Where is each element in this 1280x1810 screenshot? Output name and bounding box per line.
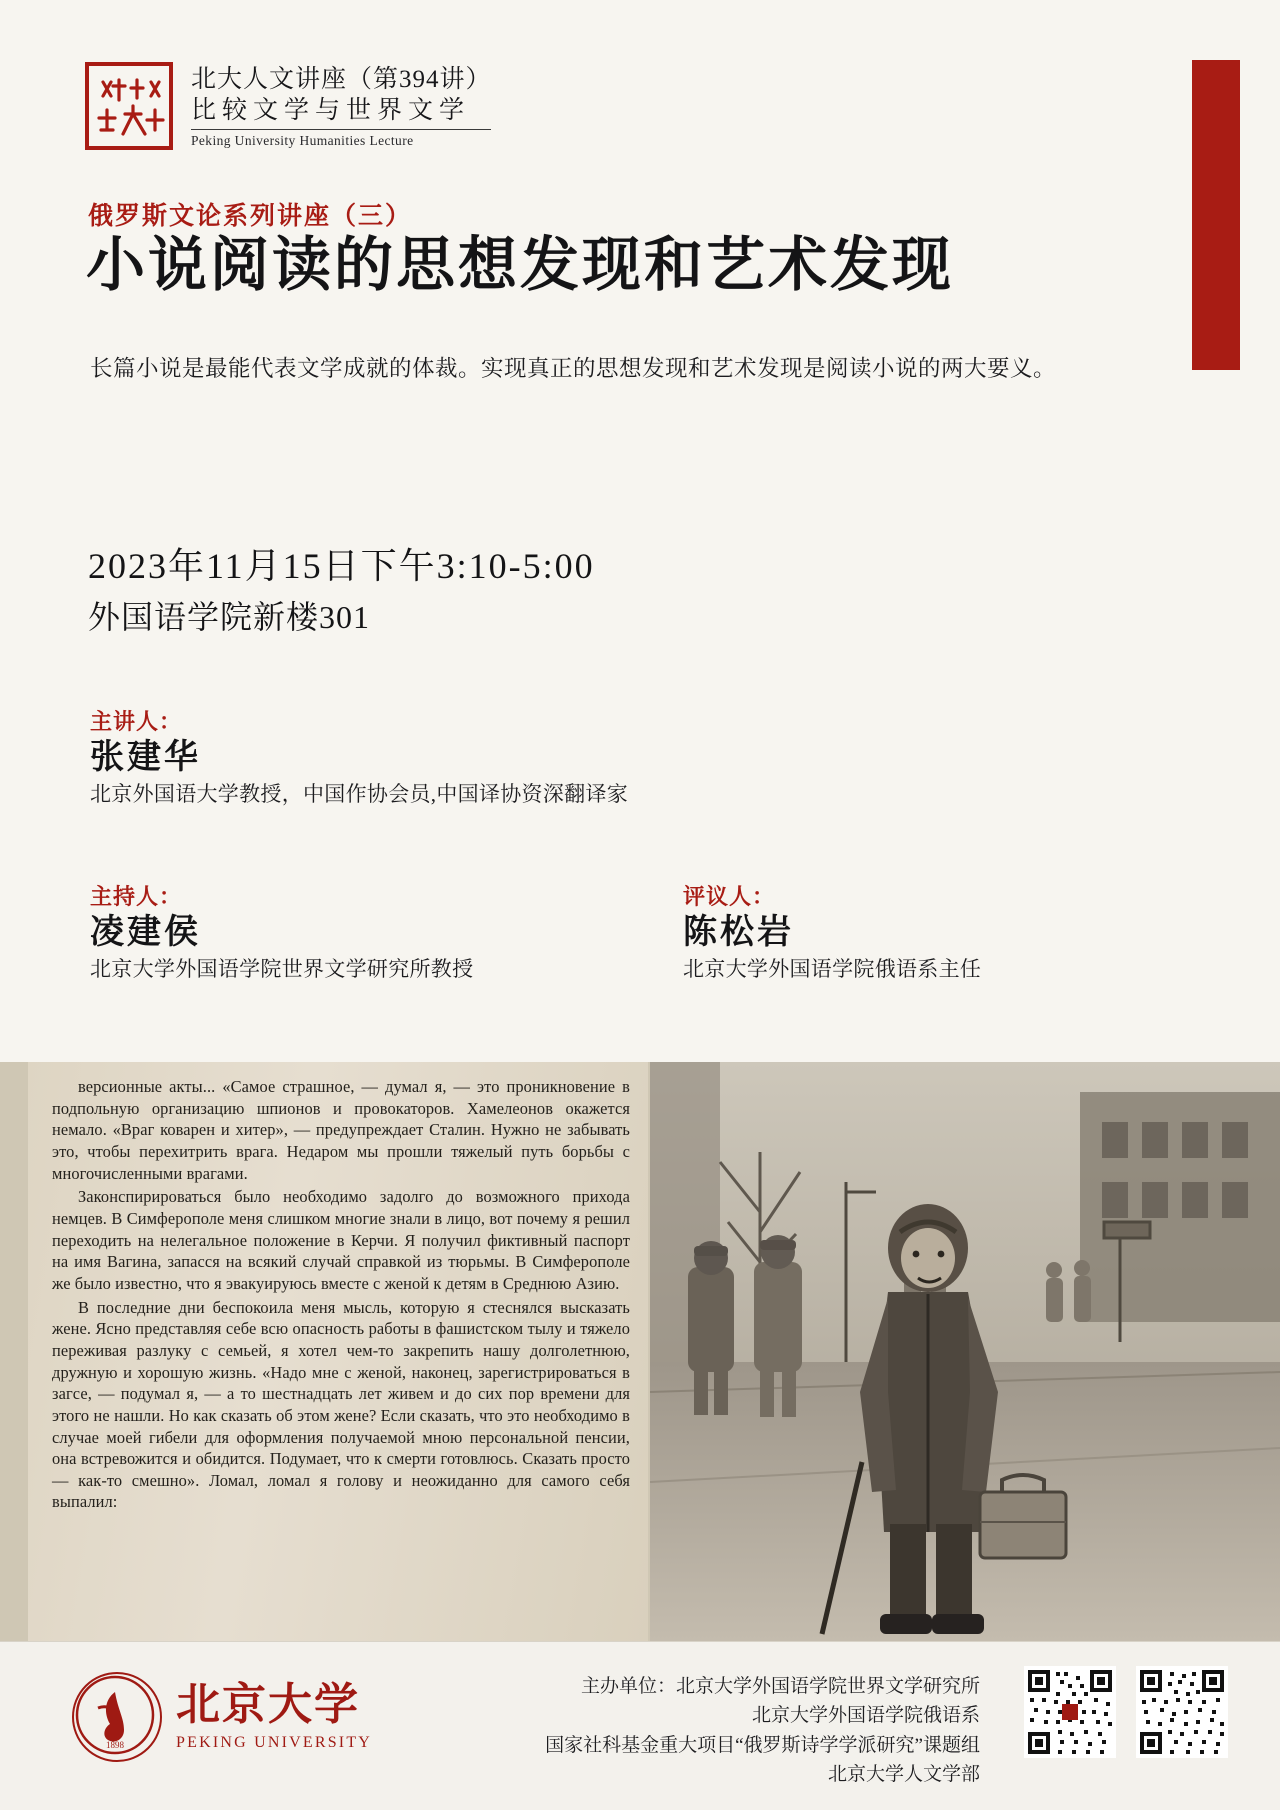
header-line-3-english: Peking University Humanities Lecture (191, 129, 491, 149)
illustration-strip (0, 1062, 1280, 1642)
organizer-line: 北京大学人文学部 (827, 1764, 980, 1786)
russian-paragraph: В последние дни беспокоила меня мысль, которую я стеснялся высказать жене. Ясно представляя себе всю опасность работы в фашистском тылу и тяжело переживая разлуку с семьей, я хотел чем-то закрепить нашу долголетнюю, дружную и хорошую жизнь. «Надо мне с женой, наконец, зарегистрироваться в загсе, — подумал я, — а то шестнадцать лет живем и до сих пор времени для этого не нашли. Но как сказать об этом жене? Если сказать, что это необходимо в случае моей гибели для оформления получаемой мною персональной пенсии, она встревожится и обидится. Подумает, что к смерти готовлюсь. Сказать просто — как-то смешно». Ломал, ломал я голову и неожиданно для самого себя выпалил: (52, 1297, 630, 1512)
pku-logo-cn: 北京大学 (176, 1679, 360, 1729)
header-line-1: 北大人文讲座（第394讲） (191, 66, 492, 93)
speaker-role-label: 主讲人： (90, 709, 183, 734)
svg-text:1898: 1898 (106, 1740, 124, 1750)
qr-code-2[interactable] (1136, 1666, 1228, 1758)
engraving-svg (650, 1062, 1280, 1642)
discussant-name: 陈松岩 (683, 914, 794, 951)
page-title: 小说阅读的思想发现和艺术发现 (86, 232, 955, 298)
decorative-red-bar-top (1192, 60, 1240, 370)
discussant-affiliation: 北京大学外国语学院俄语系主任 (683, 957, 982, 982)
organizers-block (420, 1672, 980, 1790)
qr-code-1[interactable] (1024, 1666, 1116, 1758)
host-affiliation: 北京大学外国语学院世界文学研究所教授 (90, 957, 474, 982)
discussant-block (683, 880, 981, 985)
organizer-line: 北京大学外国语学院俄语系 (751, 1705, 980, 1727)
organizer-line: 国家社科基金重大项目“俄罗斯诗学学派研究”课题组 (545, 1734, 980, 1756)
event-time: 2023年11月15日下午3:10-5:00 (88, 546, 595, 586)
speaker-block (90, 705, 628, 810)
humanities-lecture-seal-icon (85, 62, 173, 150)
header-line-2: 比较文学与世界文学 (191, 97, 471, 125)
poster-header (85, 62, 492, 150)
host-name: 凌建侯 (90, 914, 201, 951)
russian-paragraph: версионные акты... «Самое страшное, — думал я, — это проникновение в подпольную организацию шпионов и провокаторов. Хамелеонов окажется немало. «Враг коварен и хитер», — предупреждает Сталин. Нужно не забывать это, чтобы перехитрить врага. Недаром мы прошли тяжелый путь борьбы с многочисленными врагами. (52, 1077, 630, 1183)
qr-code-group (1024, 1666, 1228, 1758)
pku-logo-en: PEKING UNIVERSITY (176, 1733, 373, 1751)
russian-paragraph: Законспирироваться было необходимо задолго до возможного прихода немцев. В Симферополе меня слишком многие знали в лицо, вот почему я решил переходить на нелегальное положение в Керчи. Я получил фиктивный паспорт на имя Вагина, запасся на всякий случай справкой из тюрьмы. В Симферополе же было известно, что я эвакуируюсь вместе с женой к детям в Среднюю Азию. (52, 1187, 630, 1293)
engraving-illustration (650, 1062, 1280, 1642)
speaker-name: 张建华 (90, 739, 201, 776)
event-venue: 外国语学院新楼301 (88, 599, 371, 635)
pku-seal-icon (72, 1672, 162, 1762)
host-role-label: 主持人： (90, 884, 183, 909)
discussant-role-label: 评议人： (683, 884, 776, 909)
russian-book-page (28, 1062, 648, 1642)
abstract-text: 长篇小说是最能代表文学成就的体裁。实现真正的思想发现和艺术发现是阅读小说的两大要义。 (90, 356, 1057, 381)
speaker-affiliation: 北京外国语大学教授，中国作协会员,中国译协资深翻译家 (90, 782, 629, 807)
host-block (90, 880, 473, 985)
pku-logo (72, 1672, 372, 1762)
organizer-line: 主办单位：北京大学外国语学院世界文学研究所 (580, 1676, 980, 1697)
russian-page-text (52, 1076, 630, 1513)
series-label: 俄罗斯文论系列讲座（三） (88, 203, 413, 230)
